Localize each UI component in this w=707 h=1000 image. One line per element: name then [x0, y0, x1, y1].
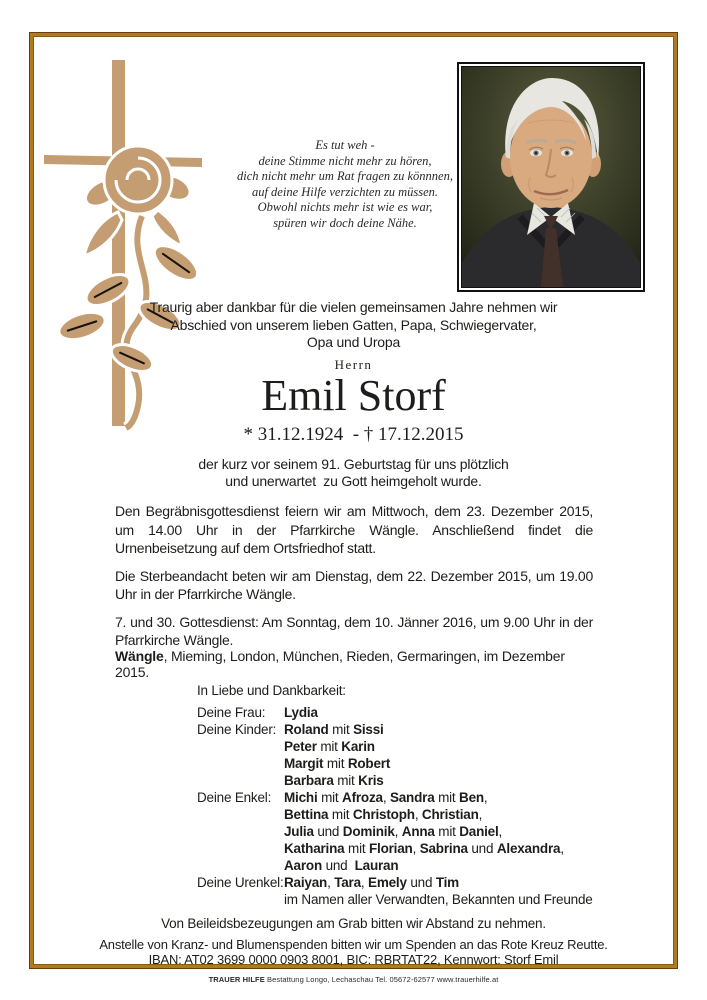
family-names: Raiyan, Tara, Emely und Tim [284, 875, 459, 890]
family-relation-label: Deine Enkel: [197, 790, 272, 805]
family-relation-label: Deine Urenkel: [197, 875, 284, 890]
birth-death-dates: * 31.12.1924 - † 17.12.2015 [243, 424, 464, 445]
family-names: Roland mit Sissi Peter mit Karin Margit mit Robert Barbara mit Kris [284, 722, 391, 788]
family-row [197, 789, 607, 874]
family-relation-label: Deine Kinder: [197, 722, 277, 737]
service-announcements [115, 502, 593, 659]
family-names: Lydia [284, 705, 318, 720]
bank-details: IBAN: AT02 3699 0000 0903 8001, BIC: RBRTAT22, Kennwort: Storf Emil [148, 952, 559, 967]
deceased-name: Emil Storf [261, 371, 446, 420]
family-row [197, 721, 607, 789]
intro-text: Traurig aber dankbar für die vielen gemeinsamen Jahre nehmen wir Abschied von unserem lieben Gatten, Papa, Schwiegervater, Opa und Uropa [149, 299, 558, 350]
family-section [197, 682, 607, 908]
closing-heading: In Liebe und Dankbarkeit: [197, 683, 346, 698]
salutation: Herrn [334, 357, 373, 372]
family-list [197, 704, 607, 891]
condolence-note: Von Beileidsbezeugungen am Grab bitten wir Abstand zu nehmen. [161, 916, 546, 931]
memorial-service-paragraph: 7. und 30. Gottesdienst: Am Sonntag, dem 10. Jänner 2016, um 9.00 Uhr in der Pfarrkirche Wängle. [115, 613, 593, 648]
death-circumstance: der kurz vor seinem 91. Geburtstag für uns plötzlich und unerwartet zu Gott heimgeholt wurde. [198, 456, 509, 489]
family-names: Michi mit Afroza, Sandra mit Ben, Bettina mit Christoph, Christian, Julia und Dominik, Anna mit Daniel, Katharina mit Florian, Sabrina und Alexandra, Aaron und Lauran [284, 790, 564, 873]
donation-note: Anstelle von Kranz- und Blumenspenden bitten wir um Spenden an das Rote Kreuz Reutte. [99, 937, 608, 952]
places-date-line: Wängle, Mieming, London, München, Rieden, Germaringen, im Dezember 2015. [115, 648, 565, 680]
family-row [197, 874, 607, 891]
family-note: im Namen aller Verwandten, Bekannten und Freunde [284, 892, 593, 907]
family-row [197, 704, 607, 721]
funeral-home-footer: TRAUER HILFE Bestattung Longo, Lechaschau Tel. 05672-62577 www.trauerhilfe.at [208, 975, 499, 984]
family-relation-label: Deine Frau: [197, 705, 266, 720]
memorial-poem: Es tut weh - deine Stimme nicht mehr zu hören, dich nicht mehr um Rat fragen zu könnnen, auf deine Hilfe verzichten zu müssen. Obwohl nichts mehr ist wie es war, spüren wir doch deine Nähe. [237, 138, 453, 230]
funeral-service-paragraph: Den Begräbnisgottesdienst feiern wir am Mittwoch, dem 23. Dezember 2015, um 14.00 Uhr in der Pfarrkirche Wängle. Anschließend findet die Urnenbeisetzung auf dem Ortsfriedhof statt. [115, 503, 593, 556]
vigil-paragraph: Die Sterbeandacht beten wir am Dienstag, dem 22. Dezember 2015, um 19.00 Uhr in der Pfarrkirche Wängle. [115, 567, 593, 602]
